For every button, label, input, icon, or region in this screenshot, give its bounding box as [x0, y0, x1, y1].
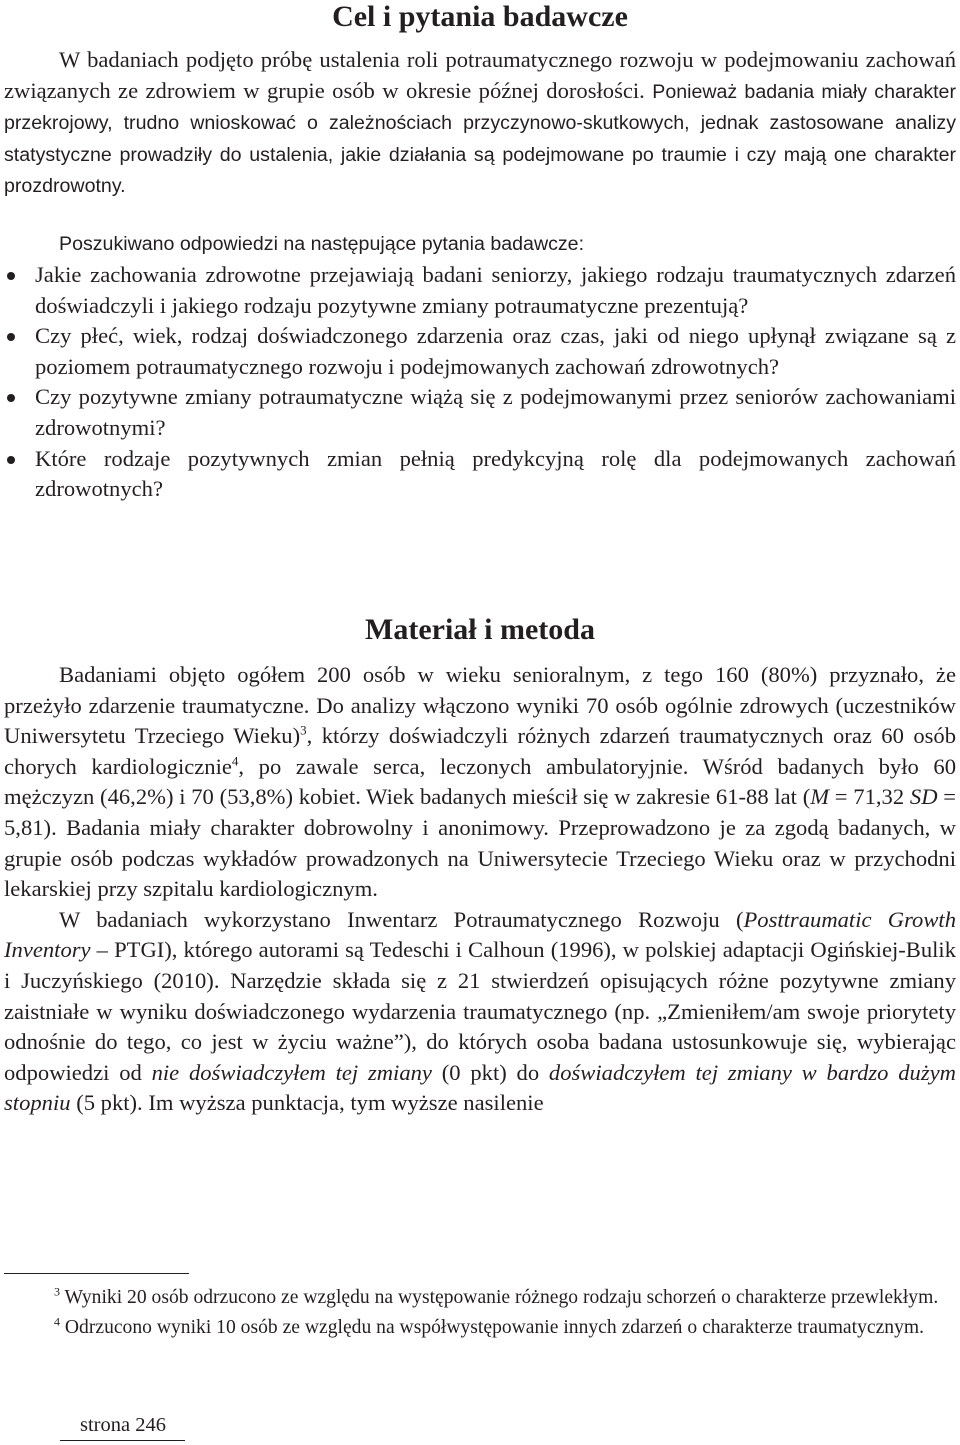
questions-intro: Poszukiwano odpowiedzi na następujące pytania badawcze: — [59, 233, 585, 255]
footnote-divider — [4, 1273, 189, 1274]
footnote-ref-3: 3 — [300, 722, 307, 738]
list-item — [4, 444, 956, 505]
page-number: strona 246 — [80, 1414, 166, 1436]
question-text: Czy pozytywne zmiany potraumatyczne wiążą się z podejmowanymi przez seniorów zachowaniami zdrowotnymi? — [35, 384, 956, 440]
footnote-3: $^3$ Wyniki 20 osób odrzucono ze względu na występowanie różnego rodzaju schorzeń o charakterze przewlekłym. — [54, 1284, 939, 1308]
research-questions-list — [4, 260, 956, 505]
bullet-icon — [7, 394, 15, 402]
bullet-icon — [7, 456, 15, 464]
section-heading-material: Materiał i metoda — [365, 613, 595, 646]
bullet-icon — [7, 272, 15, 280]
method-section — [4, 660, 956, 1119]
footnote-4: $^4$ Odrzucono wyniki 10 osób ze względu na współwystępowanie innych zdarzeń o charakterze traumatycznym. — [54, 1314, 925, 1338]
method-paragraph-2: W badaniach wykorzystano Inwentarz Potraumatycznego Rozwoju (Posttraumatic Growth Inventory – PTGI), którego autorami są Tedeschi i Calhoun (1996), w polskiej adaptacji Ogińskiej-Bulik i Juczyńskiego (2010). Narzędzie składa się z 21 stwierdzeń opisujących różne pozytywne zmiany zaistniałe w wyniku doświadczonego wydarzenia traumatycznego (np. „Zmieniłem/am swoje priorytety odnośnie do tego, co jest w życiu ważne”), do których osoba badana ustosunkowuje się, wybierając odpowiedzi od nie doświadczyłem tej zmiany (0 pkt) do doświadczyłem tej zmiany w bardzo dużym stopniu (5 pkt). Im wyższa punktacja, tym wyższe nasilenie — [4, 906, 957, 1116]
intro-text-2: Ponieważ badania miały charakter przekrojowy, trudno wnioskować o zależnościach przyczynowo-skutkowych, jednak zastosowane analizy statystyczne prowadziły do ustalenia, jakie działania są podejmowane po traumie i czy mają one charakter prozdrowotny. — [4, 80, 956, 198]
list-item — [4, 382, 956, 443]
section-heading-cel: Cel i pytania badawcze — [332, 0, 628, 33]
intro-paragraph — [4, 45, 956, 202]
question-text: Czy płeć, wiek, rodzaj doświadczonego zdarzenia oraz czas, jaki od niego upłynął związane są z poziomem potraumatycznego rozwoju i podejmowanych zachowań zdrowotnych? — [35, 323, 956, 379]
footnotes — [4, 1283, 956, 1343]
list-item — [4, 321, 956, 382]
question-text: Jakie zachowania zdrowotne przejawiają badani seniorzy, jakiego rodzaju traumatycznych zdarzeń doświadczyli i jakiego rodzaju pozytywne zmiany potraumatyczne prezentują? — [35, 262, 956, 318]
bullet-icon — [7, 333, 15, 341]
question-text: Które rodzaje pozytywnych zmian pełnią predykcyjną rolę dla podejmowanych zachowań zdrowotnych? — [35, 445, 956, 502]
intro-text-1: W badaniach podjęto próbę ustalenia roli potraumatycznego rozwoju w podejmowaniu zachowań związanych ze zdrowiem w grupie osób w okresie późnej dorosłości. — [4, 47, 956, 103]
method-paragraph-1: Badaniami objęto ogółem 200 osób w wieku senioralnym, z tego 160 (80%) przyznało, że przeżyło zdarzenie traumatyczne. Do analizy włączono wyniki 70 osób ogólnie zdrowych (uczestników Uniwersytetu Trzeciego Wieku)$^3$, którzy doświadczyli różnych zdarzeń traumatycznych oraz 60 osób chorych kardiologicznie$^4$, po zawale serca, leczonych ambulatoryjnie. Wśród badanych było 60 mężczyzn (46,2%) i 70 (53,8%) kobiet. Wiek badanych mieścił się w zakresie 61-88 lat (M = 71,32 SD = 5,81). Badania miały charakter dobrowolny i anonimowy. Przeprowadzono je za zgodą badanych, w grupie osób podczas wykładów prowadzonych na Uniwersytecie Trzeciego Wieku oraz w przychodni lekarskiej przy szpitalu kardiologicznym. — [4, 662, 957, 902]
page-number-underline — [60, 1440, 185, 1441]
list-item — [4, 260, 956, 321]
footnote-ref-4: 4 — [231, 753, 239, 769]
